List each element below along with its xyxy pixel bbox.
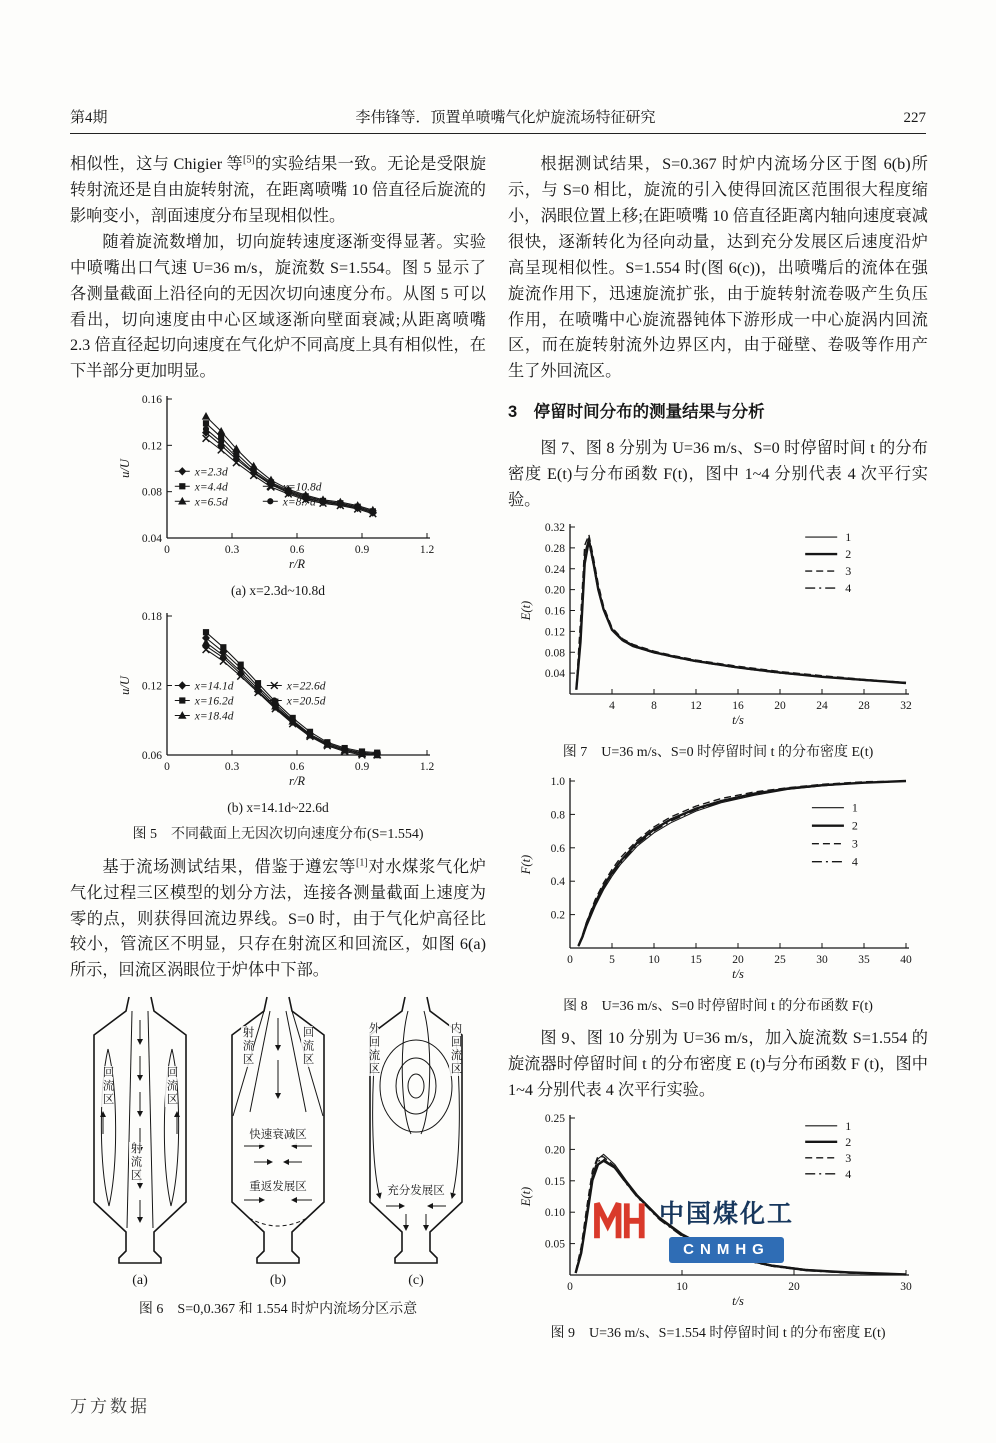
svg-text:0.24: 0.24 (544, 564, 565, 577)
svg-text:F(t): F(t) (519, 854, 533, 874)
figure5a-sublabel: (a) x=2.3d~10.8d (230, 583, 326, 599)
citation-1: [1] (355, 857, 368, 869)
figure6a-letter: (a) (132, 1273, 148, 1289)
svg-text:15: 15 (690, 953, 702, 966)
svg-text:4: 4 (845, 1166, 852, 1181)
paragraph-rtd-s1554: 图 9、图 10 分别为 U=36 m/s，加入旋流数 S=1.554 的旋流器时停留时间 t 的分布密度 E (t)与分布函数 F (t)，图中 1~4 分别代表 4 次平行实验。 (508, 1029, 928, 1099)
svg-text:1.0: 1.0 (550, 775, 565, 788)
svg-text:1: 1 (845, 530, 852, 545)
svg-text:20: 20 (732, 953, 744, 966)
svg-text:0.15: 0.15 (544, 1175, 565, 1188)
svg-text:2: 2 (845, 547, 852, 562)
figure5a-chart (117, 391, 439, 580)
paragraph-flow-zones: 根据测试结果，S=0.367 时炉内流场分区于图 6(b)所示，与 S=0 相比，旋流的引入使得回流区范围很大程度缩小，涡眼位置上移;在距喷嘴 10 倍直径距离内轴向速度衰减很快，逐渐转化为径向动量，达到充分发展区后速度沿炉高呈现相似性。S=1.554 时(图 6(c))，出喷嘴后的流体在强旋流作用下，迅速旋流扩张，由于旋转射流卷吸产生负压作用，在喷嘴中心旋流器钝体下游形成一中心旋涡内回流区，而在旋转射流外边界区内，由于碰壁、卷吸等作用产生了外回流区。 (508, 155, 928, 381)
svg-text:5: 5 (609, 953, 615, 966)
svg-text:40: 40 (900, 953, 912, 966)
svg-text:12: 12 (690, 700, 702, 713)
svg-text:25: 25 (774, 953, 786, 966)
figure8-chart (518, 773, 918, 990)
svg-text:0.28: 0.28 (544, 543, 565, 556)
figure5-caption: 图 5 不同截面上无因次切向速度分布(S=1.554) (132, 827, 424, 843)
svg-text:x=10.8d: x=10.8d (282, 481, 322, 494)
svg-text:0.16: 0.16 (544, 605, 565, 618)
svg-text:8: 8 (651, 700, 657, 713)
header-rule (70, 133, 926, 134)
watermark (592, 1194, 794, 1263)
svg-text:0.04: 0.04 (544, 668, 565, 681)
svg-text:x=20.5d: x=20.5d (286, 695, 326, 708)
svg-text:x=4.4d: x=4.4d (194, 481, 228, 494)
svg-text:0: 0 (164, 544, 170, 557)
figure8-caption: 图 8 U=36 m/s、S=0 时停留时间 t 的分布函数 F(t) (563, 998, 873, 1014)
svg-text:r/R: r/R (289, 557, 305, 572)
svg-text:10: 10 (648, 953, 660, 966)
figure6c-letter: (c) (408, 1273, 424, 1289)
svg-text:24: 24 (816, 700, 828, 713)
figure8 (508, 773, 928, 990)
zone-label-inner-recirculation: 内回流区 (449, 1022, 462, 1077)
figure5a (70, 391, 486, 602)
svg-text:t/s: t/s (732, 713, 744, 728)
zone-label-recirculation-left: 回流区 (101, 1066, 114, 1107)
svg-text:20: 20 (774, 700, 786, 713)
zone-label-jet: 射流区 (129, 1142, 142, 1183)
svg-text:32: 32 (900, 700, 912, 713)
figure6-diagrams (70, 994, 486, 1292)
gasifier-a (79, 994, 201, 1292)
svg-text:0.20: 0.20 (544, 585, 565, 598)
svg-text:0: 0 (164, 760, 170, 773)
svg-text:1: 1 (845, 1118, 852, 1133)
zone-label-jet-top: 射流区 (241, 1026, 254, 1067)
svg-text:0.12: 0.12 (141, 680, 162, 693)
svg-text:0.9: 0.9 (354, 544, 370, 557)
figure7-caption: 图 7 U=36 m/s、S=0 时停留时间 t 的分布密度 E(t) (562, 745, 874, 761)
svg-text:0: 0 (567, 953, 573, 966)
figure9 (508, 1110, 928, 1317)
svg-text:0.2: 0.2 (550, 909, 565, 922)
svg-text:3: 3 (845, 1150, 852, 1165)
svg-text:0.12: 0.12 (141, 440, 162, 453)
watermark-en-badge: CNMHG (669, 1237, 784, 1263)
svg-text:30: 30 (900, 1280, 912, 1293)
figure5b (70, 608, 486, 819)
running-title: 李伟锋等．顶置单喷嘴气化炉旋流场特征研究 (355, 110, 656, 126)
svg-text:0.4: 0.4 (550, 875, 565, 888)
svg-text:0.20: 0.20 (544, 1144, 565, 1157)
svg-text:20: 20 (788, 1280, 800, 1293)
gasifier-a-drawing (79, 994, 201, 1266)
figure5b-chart (117, 608, 439, 797)
zone-label-outer-recirculation: 外回流区 (367, 1022, 380, 1077)
gasifier-b (217, 994, 339, 1292)
svg-text:0.9: 0.9 (354, 760, 370, 773)
paragraph-zone-model: 基于流场测试结果，借鉴于遵宏等[1]对水煤浆气化炉气化过程三区模型的划分方法，连接各测量截面上速度为零的点，则获得回流边界线。S=0 时，由于气化炉高径比较小，管流区不明显，只存在射流区和回流区，如图 6(a)所示，回流区涡眼位于炉体中下部。 (70, 857, 486, 980)
svg-text:0.04: 0.04 (141, 533, 162, 546)
svg-text:0.32: 0.32 (544, 522, 565, 535)
svg-text:0.16: 0.16 (141, 394, 162, 407)
issue-label: 第4期 (70, 110, 108, 126)
wanfang-data-mark: 万方数据 (70, 1397, 150, 1416)
svg-text:x=18.4d: x=18.4d (194, 710, 234, 723)
section3-heading: 3 停留时间分布的测量结果与分析 (508, 403, 765, 422)
svg-text:0.08: 0.08 (141, 486, 162, 499)
paragraph-swirl-velocity: 随着旋流数增加，切向旋转速度逐渐变得显著。实验中喷嘴出口气速 U=36 m/s，旋流数 S=1.554。图 5 显示了各测量截面上沿径向的无因次切向速度分布。从图 5 可以看出，切向速度由中心区域逐渐向壁面衰减;从距离喷嘴 2.3 倍直径起切向速度在气化炉不同高度上具有相似性，在下半部分更加明显。 (70, 232, 486, 381)
svg-text:3: 3 (851, 836, 858, 851)
svg-text:3: 3 (845, 564, 852, 579)
gasifier-c (355, 994, 477, 1292)
paragraph-rtd-s0: 图 7、图 8 分别为 U=36 m/s、S=0 时停留时间 t 的分布密度 E(t)与分布函数 F(t)，图中 1~4 分别代表 4 次平行实验。 (508, 438, 928, 509)
svg-text:t/s: t/s (732, 1293, 744, 1308)
svg-text:30: 30 (816, 953, 828, 966)
zone-label-recirculation-top: 回流区 (301, 1026, 314, 1067)
svg-text:16: 16 (732, 700, 744, 713)
figure6-caption: 图 6 S=0,0.367 和 1.554 时炉内流场分区示意 (138, 1301, 418, 1317)
svg-text:0.8: 0.8 (550, 809, 565, 822)
svg-text:0.06: 0.06 (141, 749, 162, 762)
svg-text:0.25: 0.25 (544, 1112, 565, 1125)
svg-text:u/U: u/U (118, 459, 132, 479)
citation-5: [5] (243, 154, 255, 166)
page-number: 227 (903, 110, 926, 126)
svg-text:28: 28 (858, 700, 870, 713)
svg-text:1: 1 (851, 800, 858, 815)
svg-text:x=2.3d: x=2.3d (194, 466, 228, 479)
svg-text:E(t): E(t) (519, 601, 533, 621)
svg-text:0.05: 0.05 (544, 1238, 565, 1251)
watermark-logo-icon (592, 1194, 650, 1246)
svg-text:0.10: 0.10 (544, 1207, 565, 1220)
svg-text:0.6: 0.6 (289, 760, 305, 773)
svg-text:2: 2 (845, 1134, 852, 1149)
svg-text:x=22.6d: x=22.6d (286, 680, 326, 693)
zone-label-recirculation-right: 回流区 (165, 1066, 178, 1107)
zone-label-rapid-decay: 快速衰减区 (249, 1126, 307, 1144)
figure6b-letter: (b) (269, 1273, 287, 1289)
figure5b-sublabel: (b) x=14.1d~22.6d (227, 799, 329, 815)
svg-text:1.2: 1.2 (419, 544, 435, 557)
svg-text:0.3: 0.3 (224, 544, 240, 557)
svg-text:0.6: 0.6 (550, 842, 565, 855)
left-column (70, 152, 486, 1329)
page-header (70, 106, 926, 127)
svg-text:10: 10 (676, 1280, 688, 1293)
svg-text:0.08: 0.08 (544, 647, 565, 660)
figure9-caption: 图 9 U=36 m/s、S=1.554 时停留时间 t 的分布密度 E(t) (550, 1325, 886, 1341)
svg-text:x=8.7d: x=8.7d (282, 496, 316, 509)
zone-label-fully-developed: 充分发展区 (387, 1182, 445, 1200)
svg-text:4: 4 (609, 700, 615, 713)
svg-text:x=16.2d: x=16.2d (194, 695, 234, 708)
zone-label-redevelopment: 重返发展区 (249, 1178, 307, 1196)
svg-text:u/U: u/U (118, 675, 132, 695)
svg-text:4: 4 (851, 854, 858, 869)
right-column (508, 152, 928, 1353)
svg-text:x=6.5d: x=6.5d (194, 496, 228, 509)
svg-text:t/s: t/s (732, 966, 744, 981)
svg-text:2: 2 (851, 818, 858, 833)
figure7 (508, 519, 928, 736)
svg-text:x=14.1d: x=14.1d (194, 680, 234, 693)
figure7-chart (518, 519, 918, 736)
svg-text:0.6: 0.6 (289, 544, 305, 557)
svg-text:0.12: 0.12 (544, 626, 565, 639)
watermark-cn-text: 中国煤化工 (659, 1199, 795, 1228)
svg-text:4: 4 (845, 581, 852, 596)
svg-text:35: 35 (858, 953, 870, 966)
svg-text:1.2: 1.2 (419, 760, 435, 773)
svg-text:r/R: r/R (289, 773, 305, 788)
svg-text:0.18: 0.18 (141, 610, 162, 623)
svg-text:0: 0 (567, 1280, 573, 1293)
paragraph-similarity: 相似性，这与 Chigier 等[5]的实验结果一致。无论是受限旋转射流还是自由旋转射流，在距离喷嘴 10 倍直径后旋流的影响变小，剖面速度分布呈现相似性。 (70, 154, 487, 225)
svg-text:0.3: 0.3 (224, 760, 240, 773)
svg-text:E(t): E(t) (519, 1186, 533, 1207)
